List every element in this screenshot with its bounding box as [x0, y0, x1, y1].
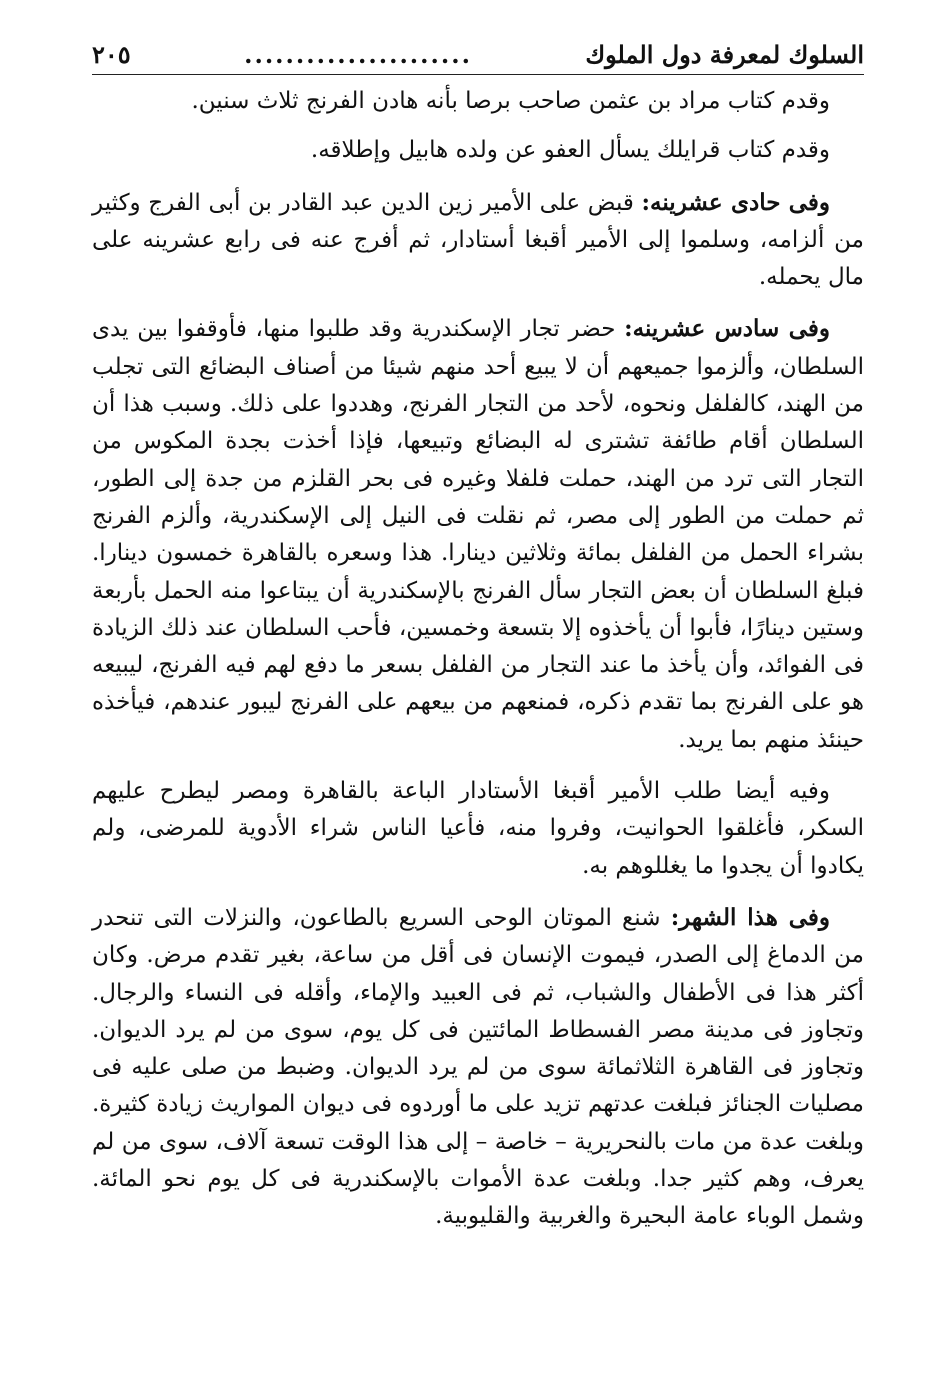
- paragraph-text: وقدم كتاب قرايلك يسأل العفو عن ولده هابيل وإطلاقه.: [310, 137, 830, 164]
- paragraph-2: [92, 132, 864, 169]
- paragraph-6: [92, 899, 864, 1236]
- paragraph-text: حضر تجار الإسكندرية وقد طلبوا منها، فأوقفوا بين يدى السلطان، وألزموا جميعهم أن لا يبيع أحد منهم شيئا من أصناف البضائع التى تجلب من الهند، كالفلفل ونحوه، لأحد من التجار الفرنج، وهددوا على ذلك. وسبب هذا أن السلطان أقام طائفة تشترى له البضائع وتبيعها، فإذا أخذت بجدة المكوس من التجار التى ترد من الهند، حملت فلفلا وغيره فى بحر القلزم من جدة إلى الطور، ثم حملت من الطور إلى مصر، ثم نقلت فى النيل إلى الإسكندرية، وألزم الفرنج بشراء الحمل من الفلفل بمائة وثلاثين دينارا. هذا وسعره بالقاهرة خمسون دينارا. فبلغ السلطان أن بعض التجار سأل الفرنج بالإسكندرية أن يبتاعوا منه الحمل بأربعة وستين دينارًا، فأبوا أن يأخذوه إلا بتسعة وخمسين، فأحب السلطان عند ذلك الزيادة فى الفوائد، وأن يأخذ ما عند التجار من الفلفل بسعر ما دفع لهم فيه الفرنج، ليبيعه هو على الفرنج بما تقدم ذكره، فمنعهم من بيعهم على الفرنج ليبور عندهم، فيأخذه حينئذ منهم بما يريد.: [92, 316, 864, 753]
- header-leader-dots: ......................: [244, 40, 472, 69]
- running-header: [92, 38, 864, 75]
- paragraph-lead: وفى هذا الشهر:: [670, 903, 831, 931]
- paragraph-4: [92, 310, 864, 759]
- document-page: [92, 38, 864, 1358]
- paragraph-text: وفيه أيضا طلب الأمير أقبغا الأستادار الباعة بالقاهرة ومصر ليطرح عليهم السكر، فأغلقوا الحوانيت، وفروا منه، فأعيا الناس شراء الأدوية للمرضى، ولم يكادوا أن يجدوا ما يغللوهم به.: [92, 778, 864, 879]
- paragraph-text: وقدم كتاب مراد بن عثمن صاحب برصا بأنه هادن الفرنج ثلاث سنين.: [191, 88, 830, 114]
- paragraph-lead: وفى سادس عشرينه:: [624, 315, 830, 343]
- paragraph-1: [92, 83, 864, 120]
- paragraph-3: [92, 184, 864, 297]
- page-number: ٢٠٥: [92, 40, 131, 69]
- body-text: [92, 83, 864, 1236]
- paragraph-5: [92, 773, 864, 885]
- paragraph-lead: وفى حادى عشرينه:: [641, 188, 831, 216]
- paragraph-text: شنع الموتان الوحى السريع بالطاعون، والنزلات التى تنحدر من الدماغ إلى الصدر، فيموت الإنسان فى أقل من ساعة، بغير تقدم مرض. وكان أكثر هذا فى الأطفال والشباب، ثم فى العبيد والإماء، وأقله فى النساء والرجال. وتجاوز فى مدينة مصر الفسطاط المائتين فى كل يوم، سوى من لم يرد الديوان. وتجاوز فى القاهرة الثلاثمائة سوى من لم يرد الديوان. وضبط من صلى عليه فى مصليات الجنائز فبلغت عدتهم تزيد على ما أوردوه فى ديوان المواريث زيادة كثيرة. وبلغت عدة من مات بالنحريرية – خاصة – إلى هذا الوقت تسعة آلاف، سوى من لم يعرف، وهم كثير جدا. وبلغت عدة الأموات بالإسكندرية فى كل يوم نحو المائة. وشمل الوباء عامة البحيرة والغربية والقليوبية.: [92, 904, 864, 1230]
- book-title: السلوك لمعرفة دول الملوك: [585, 40, 864, 69]
- paragraph-text: قبض على الأمير زين الدين عبد القادر بن أبى الفرج وكثير من ألزامه، وسلموا إلى الأمير أقبغا أستادار، ثم أفرج عنه فى رابع عشرينه على مال يحمله.: [92, 189, 864, 291]
